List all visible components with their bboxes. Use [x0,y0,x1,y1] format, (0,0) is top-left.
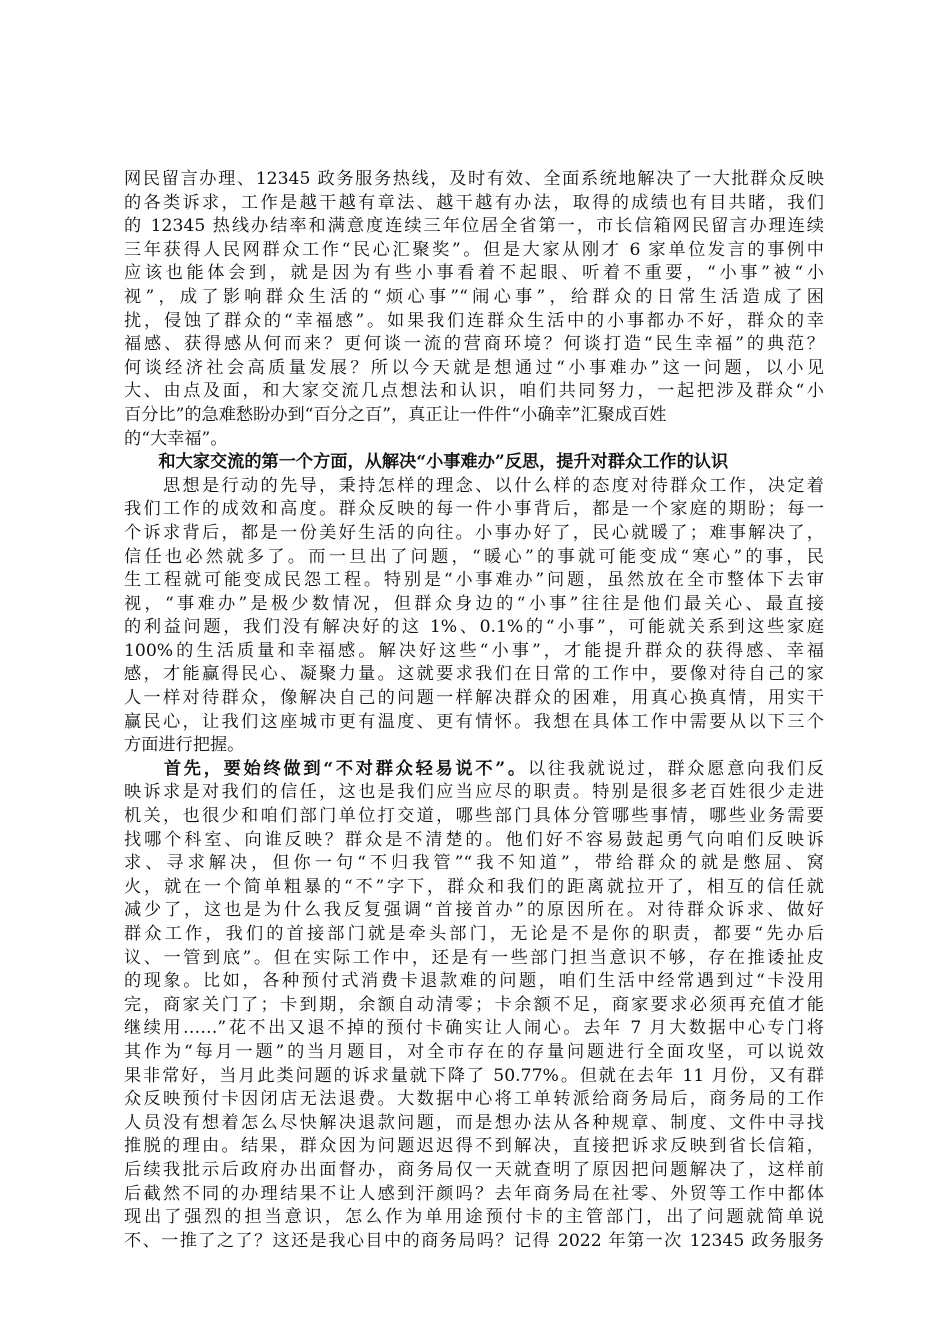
text-line: 火，就在一个简单粗暴的“不”字下，群众和我们的距离就拉开了，相互的信任就 [124,876,824,897]
text-line: 减少了，这也是为什么我反复强调“首接首办”的原因所在。对待群众诉求、做好 [124,900,824,921]
text-line: 的 12345 热线办结率和满意度连续三年位居全省第一，市长信箱网民留言办理连续 [124,216,824,237]
text-line: 和大家交流的第一个方面，从解决“小事难办”反思，提升对群众工作的认识 [124,452,729,473]
text-line: 应该也能体会到，就是因为有些小事看着不起眼、听着不重要，“小事”被“小 [124,263,824,284]
text-line: 议、一管到底”。但在实际工作中，还是有一些部门担当意识不够，存在推诿扯皮 [124,947,824,968]
text-line: 的“大幸福”。 [124,428,228,449]
text-line: 人一样对待群众，像解决自己的问题一样解决群众的困难，用真心换真情，用实干 [124,688,824,709]
paragraph-lead-line [124,758,824,782]
document-body [124,168,824,1253]
text-line: 扰，侵蚀了群众的“幸福感”。如果我们连群众生活中的小事都办不好，群众的幸 [124,310,824,331]
text-line: 的现象。比如，各种预付式消费卡退款难的问题，咱们生活中经常遇到过“卡没用 [124,971,824,992]
text-line: 完，商家关门了；卡到期，余额自动清零；卡余额不足，商家要求必须再充值才能 [124,994,824,1015]
text-line: 继续用……”花不出又退不掉的预付卡确实让人闹心。去年 7 月大数据中心专门将 [124,1018,824,1039]
bold-lead-phrase: 首先，要始终做到“不对群众轻易说不”。 [124,758,528,779]
text-line: 大、由点及面，和大家交流几点想法和认识，咱们共同努力，一起把涉及群众“小 [124,381,824,402]
text-line: 现出了强烈的担当意识，怎么作为单用途预付卡的主管部门，出了问题就简单说 [124,1207,824,1228]
text-line: 视”，成了影响群众生活的“烦心事”“闹心事”，给群众的日常生活造成了困 [124,286,824,307]
text-line: 机关，也很少和咱们部门单位打交道，哪些部门具体分管哪些事情，哪些业务需要 [124,806,824,827]
text-line: 方面进行把握。 [124,735,245,756]
text-line: 不、一推了之了？这还是我心目中的商务局吗？记得 2022 年第一次 12345 政务服务 [124,1230,824,1251]
text-line: 找哪个科室、向谁反映？群众是不清楚的。他们好不容易鼓起勇气向咱们反映诉 [124,829,824,850]
text-line: 个诉求背后，都是一份美好生活的向往。小事办好了，民心就暖了；难事解决了， [124,522,824,543]
document-section-1 [124,168,824,758]
lead-line-rest: 以往我就说过，群众愿意向我们反 [527,758,824,779]
text-line: 其作为“每月一题”的当月题目，对全市存在的存量问题进行全面攻坚，可以说效 [124,1041,824,1062]
text-line: 果非常好，当月此类问题的诉求量就下降了 50.77%。但就在去年 11 月份，又有群 [124,1065,824,1086]
text-line: 三年获得人民网群众工作“民心汇聚奖”。但是大家从刚才 6 家单位发言的事例中 [124,239,824,260]
text-line: 100%的生活质量和幸福感。解决好这些“小事”，才能提升群众的获得感、幸福 [124,640,824,661]
text-line: 的各类诉求，工作是越干越有章法、越干越有办法，取得的成绩也有目共睹，我们 [124,192,824,213]
text-line: 福感、获得感从何而来？更何谈一流的营商环境？何谈打造“民生幸福”的典范？ [124,334,824,355]
text-line: 信任也必然就多了。而一旦出了问题，“暖心”的事就可能变成“寒心”的事，民 [124,546,824,567]
text-line: 网民留言办理、12345 政务服务热线，及时有效、全面系统地解决了一大批群众反映 [124,169,824,189]
text-line: 人员没有想着怎么尽快解决退款问题，而是想办法从各种规章、制度、文件中寻找 [124,1112,824,1133]
text-line: 求、寻求解决，但你一句“不归我管”“我不知道”，带给群众的就是憋屈、窝 [124,853,824,874]
text-line: 后截然不同的办理结果不让人感到汗颜吗？去年商务局在社零、外贸等工作中都体 [124,1183,824,1204]
text-line: 视，“事难办”是极少数情况，但群众身边的“小事”往往是他们最关心、最直接 [124,593,824,614]
text-line: 生工程就可能变成民怨工程。特别是“小事难办”问题，虽然放在全市整体下去审 [124,570,824,591]
text-line: 何谈经济社会高质量发展？所以今天就是想通过“小事难办”这一问题，以小见 [124,357,824,378]
text-line: 思想是行动的先导，秉持怎样的理念、以什么样的态度对待群众工作，决定着 [124,475,824,496]
text-line: 映诉求是对我们的信任，这也是我们应当应尽的职责。特别是很多老百姓很少走进 [124,782,824,803]
document-section-2 [124,781,824,1253]
text-line: 众反映预付卡因闭店无法退费。大数据中心将工单转派给商务局后，商务局的工作 [124,1089,824,1110]
text-line: 我们工作的成效和高度。群众反映的每一件小事背后，都是一个家庭的期盼；每一 [124,499,824,520]
text-line: 赢民心，让我们这座城市更有温度、更有情怀。我想在具体工作中需要从以下三个 [124,711,824,732]
text-line: 推脱的理由。结果，群众因为问题迟迟得不到解决，直接把诉求反映到省长信箱， [124,1136,824,1157]
text-line: 的利益问题，我们没有解决好的这 1%、0.1%的“小事”，可能就关系到这些家庭 [124,617,824,638]
text-line: 百分比”的急难愁盼办到“百分之百”，真正让一件件“小确幸”汇聚成百姓 [124,404,667,425]
text-line: 后续我批示后政府办出面督办，商务局仅一天就查明了原因把问题解决了，这样前 [124,1159,824,1180]
text-line: 群众工作，我们的首接部门就是牵头部门，无论是不是你的职责，都要“先办后 [124,924,824,944]
text-line: 感，才能赢得民心、凝聚力量。这就要求我们在日常的工作中，要像对待自己的家 [124,664,824,685]
